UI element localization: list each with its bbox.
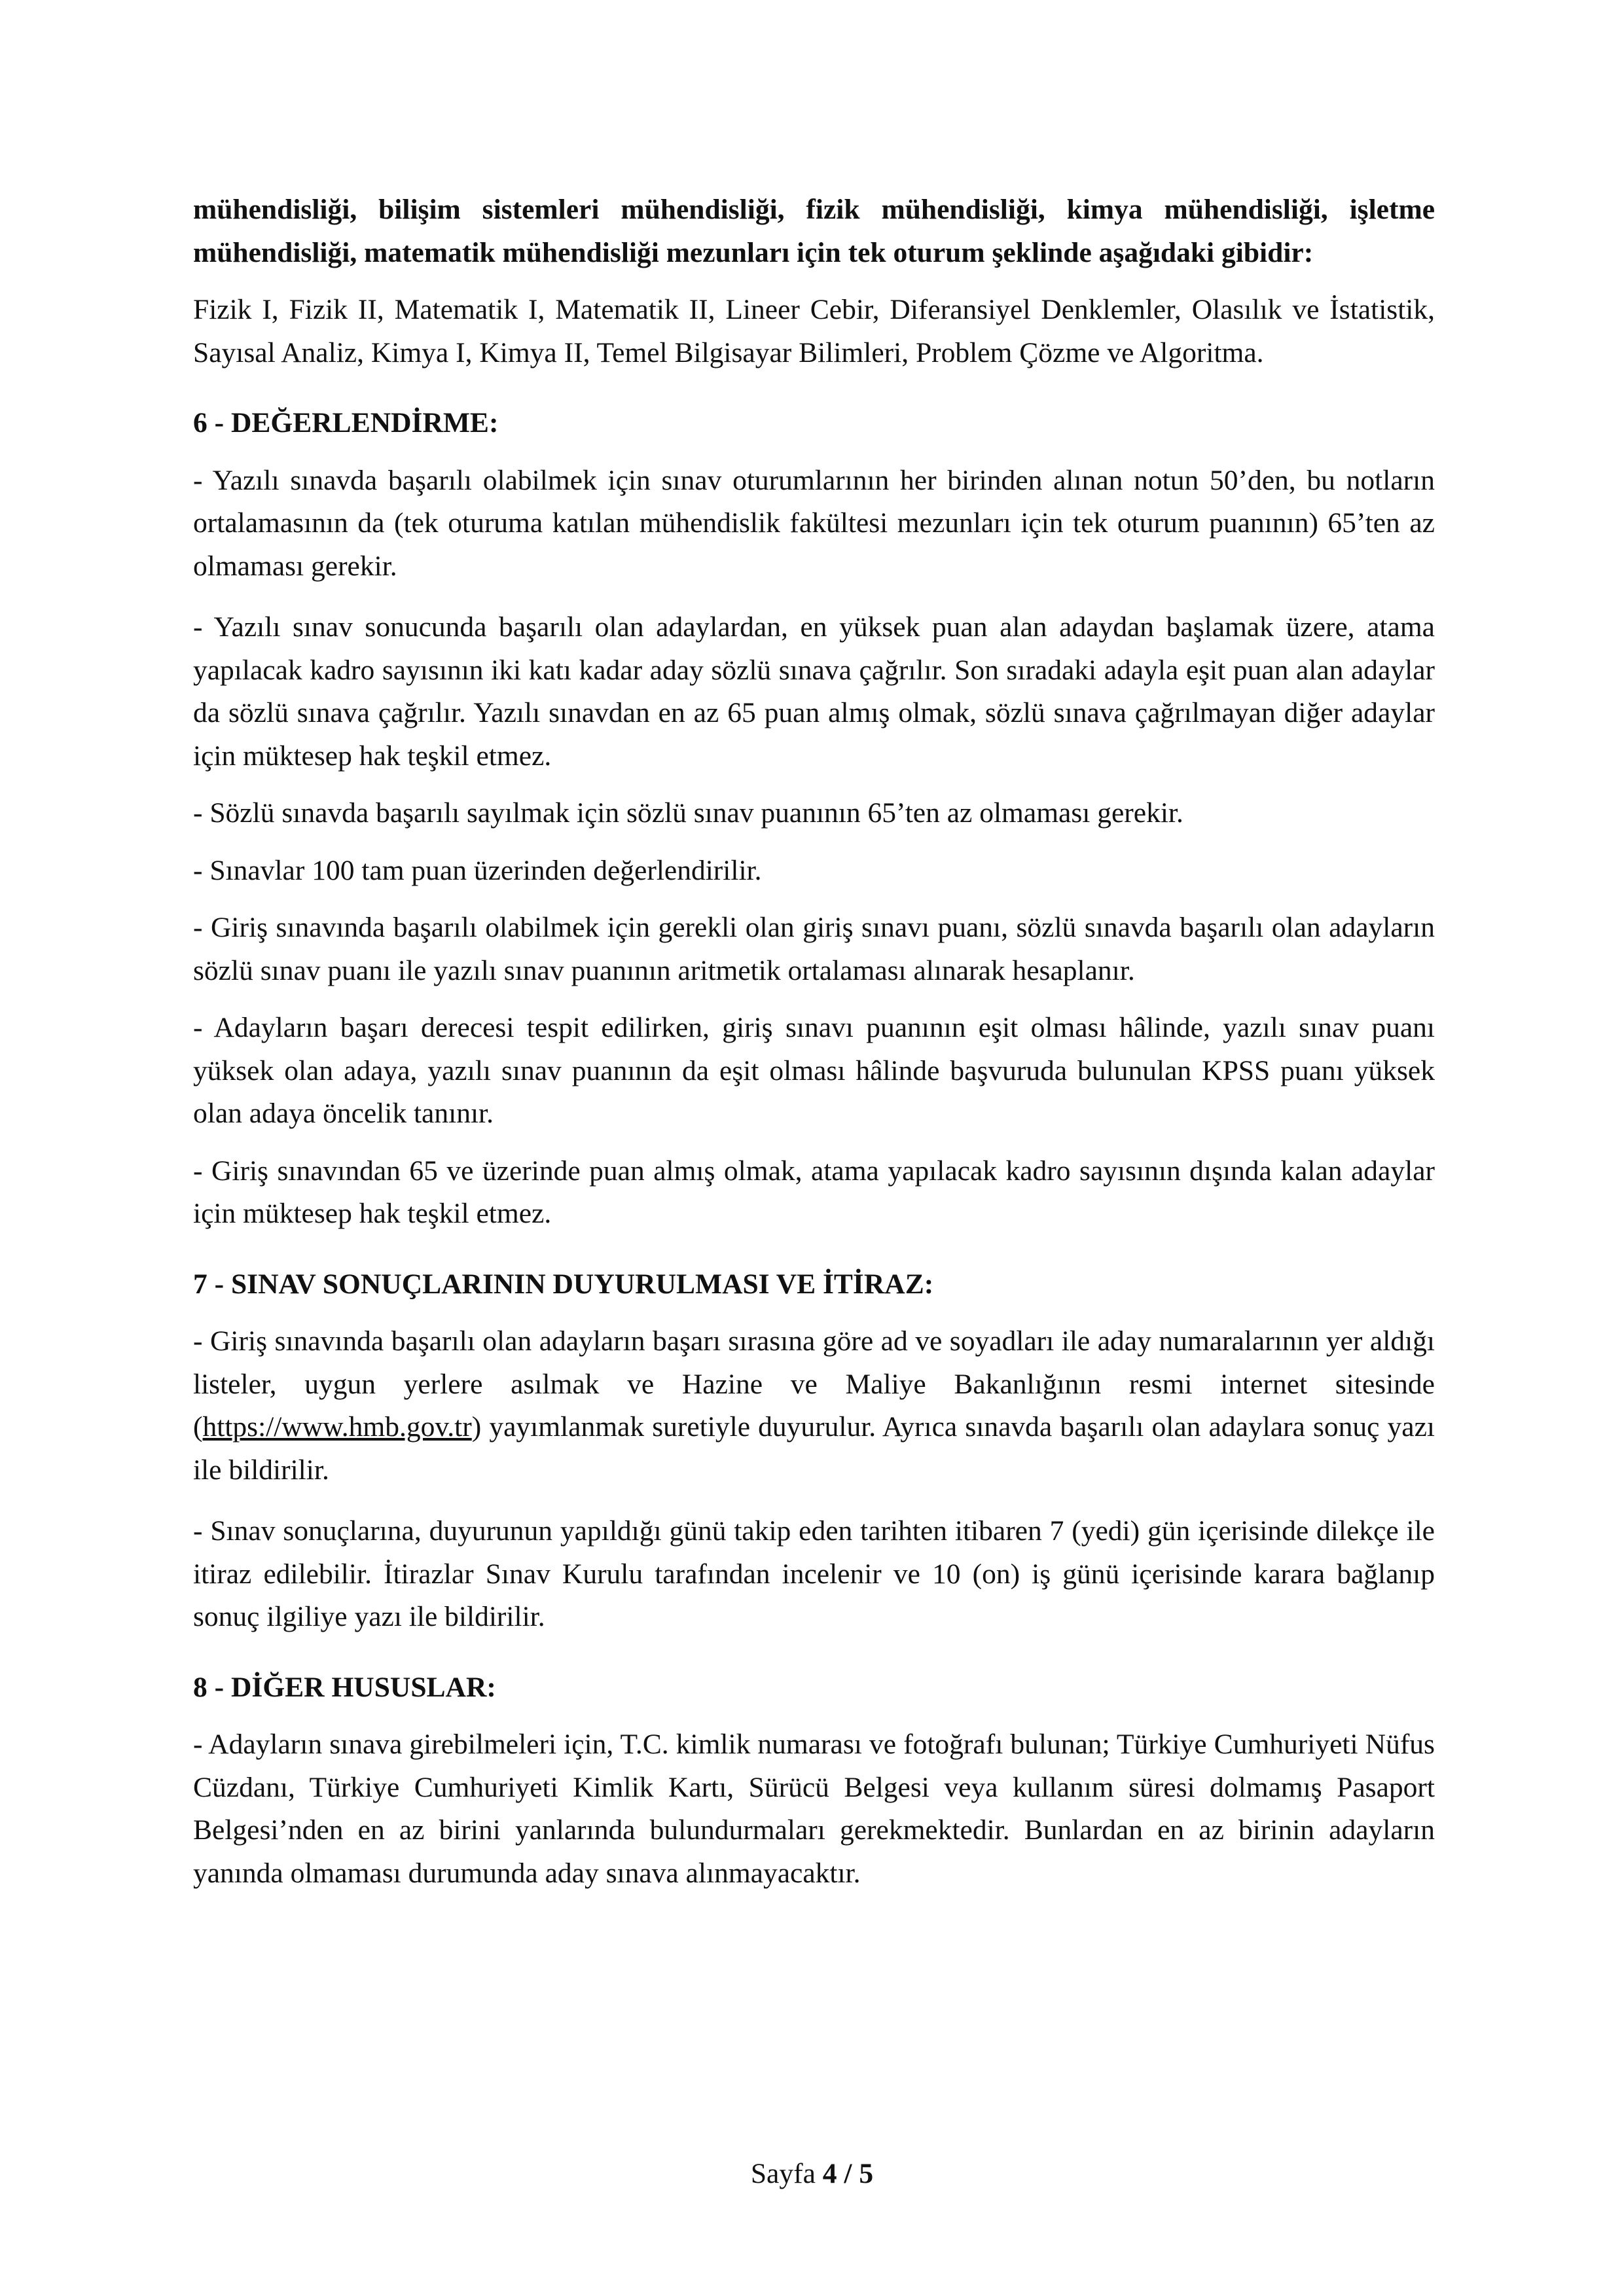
document-page — [193, 188, 1435, 1895]
section6-paragraph-3: - Sözlü sınavda başarılı sayılmak için sözlü sınav puanının 65’ten az olmaması gerekir. — [193, 797, 1183, 829]
section7-heading: 7 - SINAV SONUÇLARININ DUYURULMASI VE İTİRAZ: — [193, 1268, 934, 1300]
section6-paragraph-7: - Giriş sınavından 65 ve üzerinde puan almış olmak, atama yapılacak kadro sayısının dışında kalan adaylar için müktesep hak teşkil etmez. — [193, 1155, 1435, 1229]
intro-subjects-paragraph: Fizik I, Fizik II, Matematik I, Matematik II, Lineer Cebir, Diferansiyel Denklemler, Olasılık ve İstatistik, Sayısal Analiz, Kimya I, Kimya II, Temel Bilgisayar Bilimleri, Problem Çözme ve Algoritma. — [193, 294, 1435, 368]
intro-bold-paragraph: mühendisliği, bilişim sistemleri mühendisliği, fizik mühendisliği, kimya mühendisliği, işletme mühendisliği, matematik mühendisliği mezunları için tek oturum şeklinde aşağıdaki gibidir: — [193, 194, 1435, 268]
page-label: Sayfa — [750, 2158, 816, 2189]
section7-p1-after: ) yayımlanmak suretiyle duyurulur. Ayrıca sınavda başarılı olan adaylara sonuç yazı ile bildirilir. — [193, 1411, 1435, 1486]
section8-heading: 8 - DİĞER HUSUSLAR: — [193, 1671, 496, 1703]
section8-paragraph-1: - Adayların sınava girebilmeleri için, T.C. kimlik numarası ve fotoğrafı bulunan; Türkiye Cumhuriyeti Nüfus Cüzdanı, Türkiye Cumhuriyeti Kimlik Kartı, Sürücü Belgesi veya kullanım süresi dolmamış Pasaport Belgesi’nden en az birini yanlarında bulundurmaları gerekmektedir. Bunlardan en az birinin adayların yanında olmaması durumunda aday sınava alınmayacaktır. — [193, 1729, 1435, 1889]
page-footer — [0, 2157, 1624, 2190]
section6-paragraph-1: - Yazılı sınavda başarılı olabilmek için sınav oturumlarının her birinden alınan notun 50’den, bu notların ortalamasının da (tek oturuma katılan mühendislik fakültesi mezunları için tek oturum puanının) 65’ten az olmaması gerekir. — [193, 464, 1435, 582]
section7-paragraph-2: - Sınav sonuçlarına, duyurunun yapıldığı günü takip eden tarihten itibaren 7 (yedi) gün içerisinde dilekçe ile itiraz edilebilir. İtirazlar Sınav Kurulu tarafından incelenir ve 10 (on) iş günü içerisinde karara bağlanıp sonuç ilgiliye yazı ile bildirilir. — [193, 1515, 1435, 1632]
section6-paragraph-4: - Sınavlar 100 tam puan üzerinden değerlendirilir. — [193, 854, 762, 886]
page-separator: / — [844, 2158, 852, 2189]
section7-paragraph-1 — [193, 1320, 1435, 1492]
section6-paragraph-5: - Giriş sınavında başarılı olabilmek için gerekli olan giriş sınavı puanı, sözlü sınavda başarılı olan adayların sözlü sınav puanı ile yazılı sınav puanının aritmetik ortalaması alınarak hesaplanır. — [193, 912, 1435, 986]
section6-paragraph-2: - Yazılı sınav sonucunda başarılı olan adaylardan, en yüksek puan alan adaydan başlamak üzere, atama yapılacak kadro sayısının iki katı kadar aday sözlü sınava çağrılır. Son sıradaki adayla eşit puan alan adaylar da sözlü sınava çağrılır. Yazılı sınavdan en az 65 puan almış olmak, sözlü sınava çağrılmayan diğer adaylar için müktesep hak teşkil etmez. — [193, 611, 1435, 772]
current-page-number: 4 — [822, 2158, 837, 2189]
hmb-website-link[interactable]: https://www.hmb.gov.tr — [202, 1411, 472, 1443]
section6-paragraph-6: - Adayların başarı derecesi tespit edilirken, giriş sınavı puanının eşit olması hâlinde, yazılı sınav puanı yüksek olan adaya, yazılı sınav puanının da eşit olması hâlinde başvuruda bulunulan KPSS puanı yüksek olan adaya öncelik tanınır. — [193, 1012, 1435, 1129]
total-pages-number: 5 — [859, 2158, 874, 2189]
section6-heading: 6 - DEĞERLENDİRME: — [193, 407, 499, 439]
section7-p1-before: - Giriş sınavında başarılı olan adayların başarı sırasına göre ad ve soyadları ile aday numaralarının yer aldığı listeler, uygun yerlere asılmak ve Hazine ve Maliye Bakanlığının resmi internet sitesinde ( — [193, 1325, 1435, 1443]
